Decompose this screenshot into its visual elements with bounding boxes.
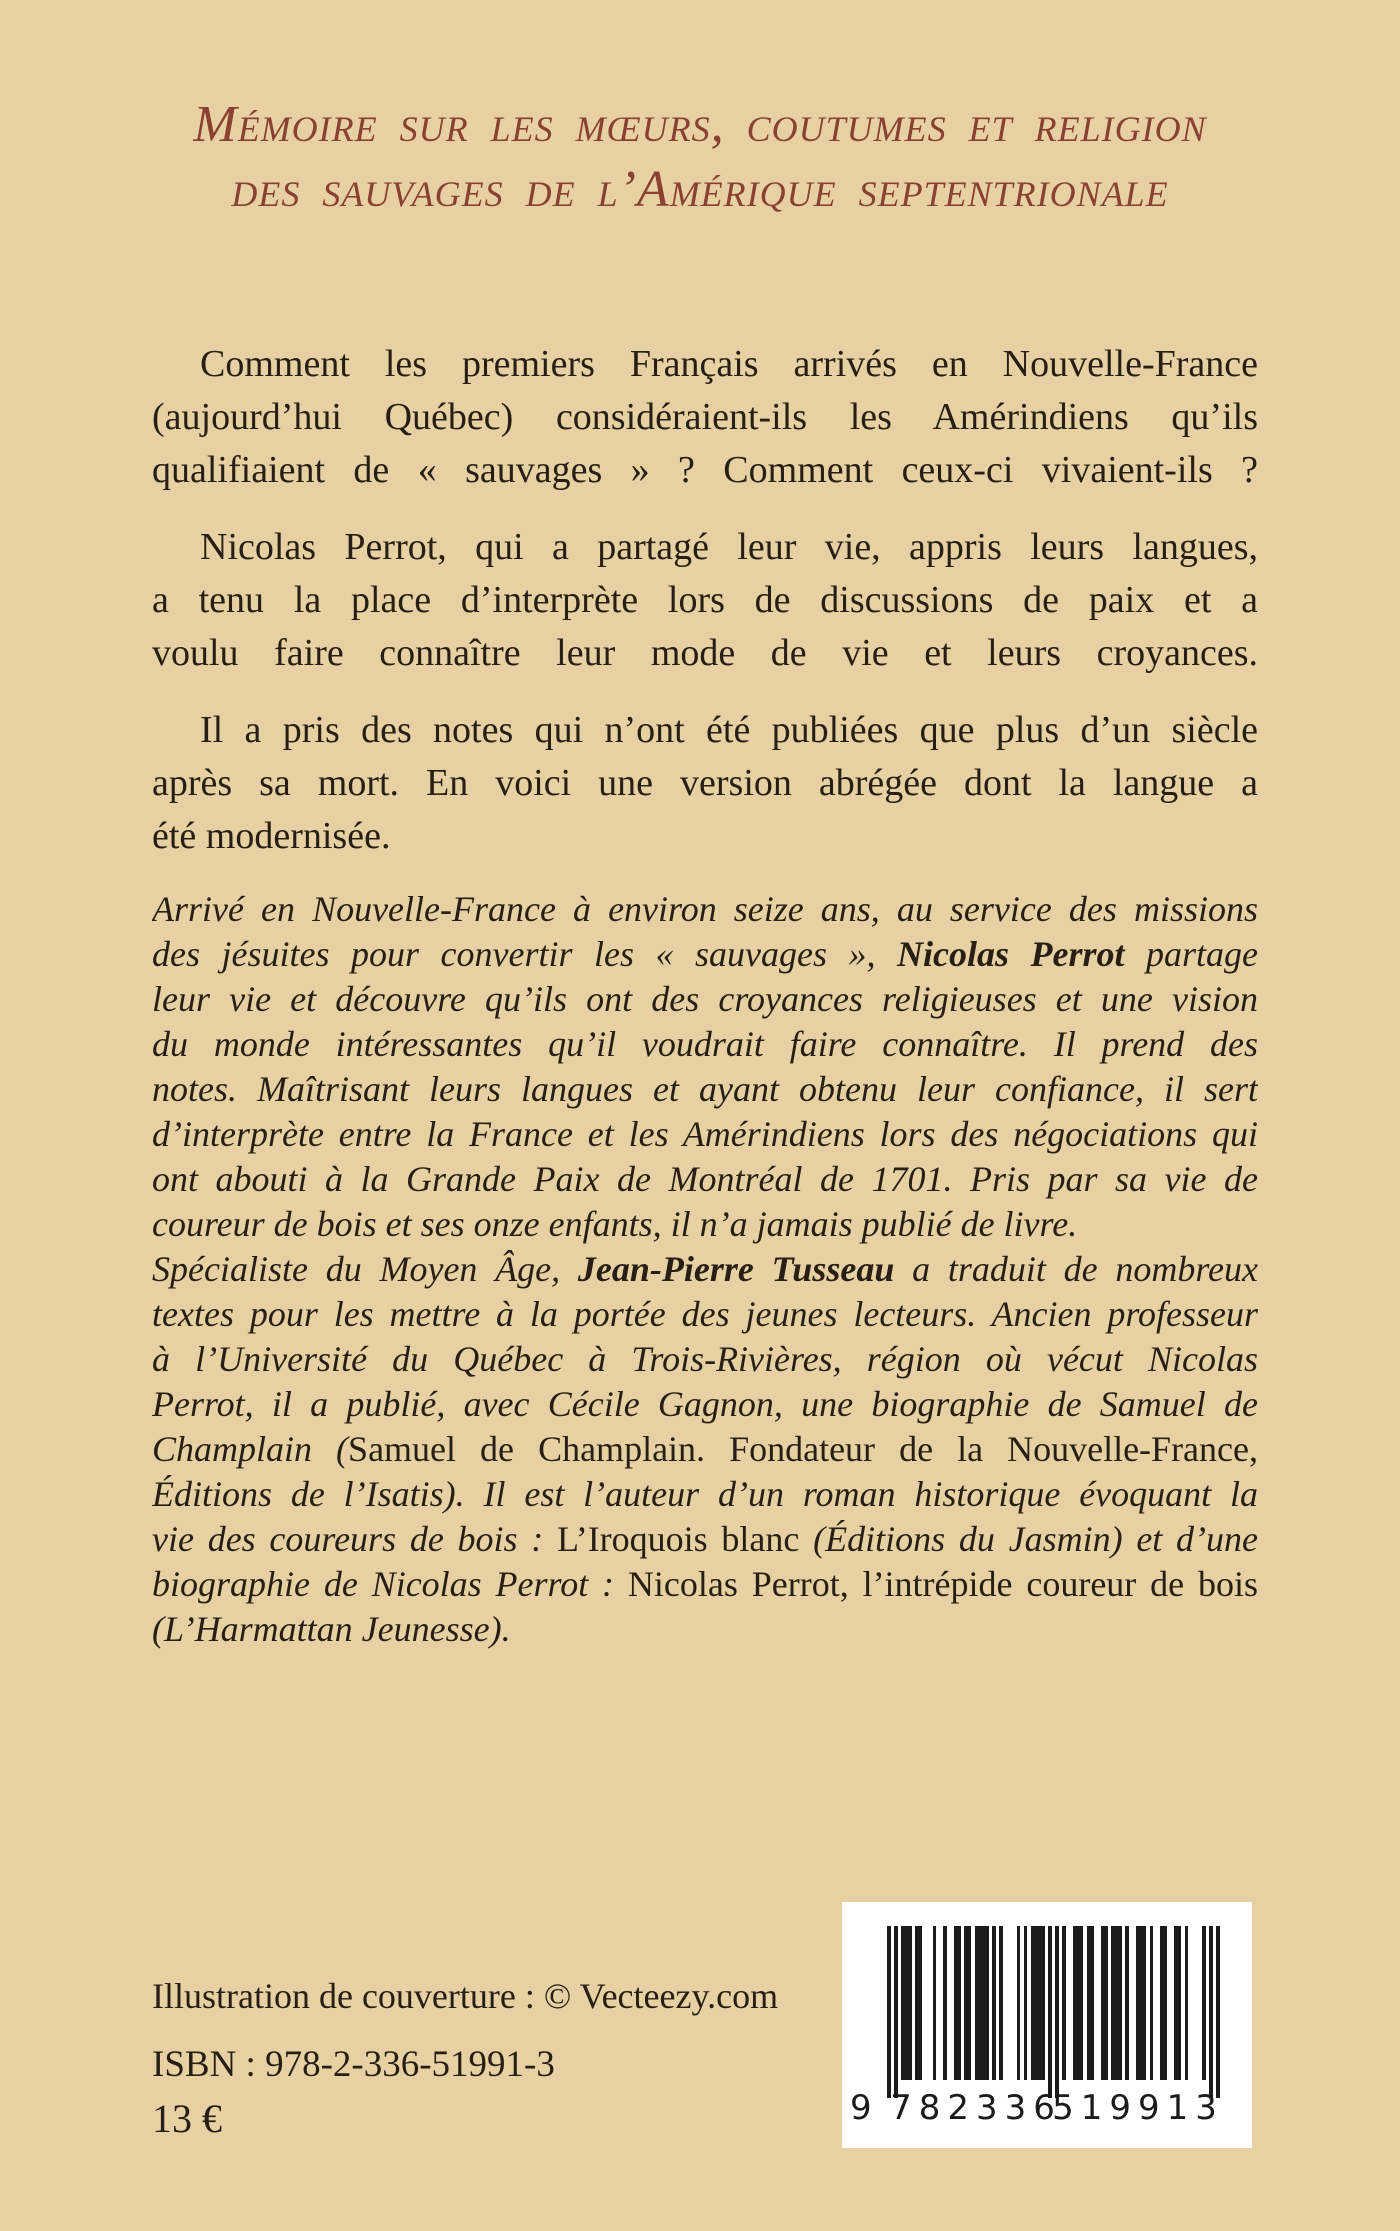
bio-section — [152, 887, 1258, 1652]
paragraph — [152, 338, 1258, 497]
text-line — [152, 704, 1258, 757]
book-title-line-2: des sauvages de l’Amérique septentrionale — [231, 161, 1169, 218]
text-line — [152, 444, 1258, 497]
text-line — [152, 932, 1258, 977]
text-segment: Il a pris des notes qui n’ont été publiées que plus d’un siècle — [200, 709, 1258, 751]
text-line — [152, 1382, 1258, 1427]
text-line — [152, 1202, 1258, 1247]
isbn-text: ISBN : 978-2-336-51991-3 — [152, 2044, 555, 2085]
text-segment: biographie de Nicolas Perrot : — [152, 1564, 628, 1604]
text-segment: Spécialiste du Moyen Âge, — [152, 1249, 578, 1289]
text-segment: du monde intéressantes qu’il voudrait faire connaître. Il prend des — [152, 1024, 1258, 1064]
text-line — [152, 1562, 1258, 1607]
text-line — [152, 757, 1258, 810]
barcode-bars — [887, 1926, 1220, 2098]
barcode — [842, 1902, 1252, 2148]
text-segment: des jésuites pour convertir les « sauvages », — [152, 934, 897, 974]
paragraph — [152, 1247, 1258, 1652]
text-line — [152, 1067, 1258, 1112]
text-segment: ont abouti à la Grande Paix de Montréal de 1701. Pris par sa vie de — [152, 1159, 1258, 1199]
text-segment: coureur de bois et ses onze enfants, il n’a jamais publié de livre. — [152, 1204, 1078, 1244]
text-line — [152, 391, 1258, 444]
text-segment: après sa mort. En voici une version abrégée dont la langue a — [152, 762, 1258, 804]
text-segment: notes. Maîtrisant leurs langues et ayant obtenu leur confiance, il sert — [152, 1069, 1258, 1109]
text-segment: Jean-Pierre Tusseau — [577, 1249, 895, 1289]
text-line — [152, 1157, 1258, 1202]
barcode-digits-right: 519913 — [1052, 2088, 1224, 2128]
intro-section — [152, 338, 1258, 863]
text-segment: vie des coureurs de bois : — [152, 1519, 558, 1559]
text-segment: Comment les premiers Français arrivés en Nouvelle-France — [200, 343, 1258, 385]
text-segment: L’Iroquois blanc — [557, 1519, 814, 1559]
text-segment: d’interprète entre la France et les Amérindiens lors des négociations qui — [152, 1114, 1258, 1154]
barcode-bar — [1216, 1926, 1220, 2098]
text-segment: a tenu la place d’interprète lors de discussions de paix et a — [152, 579, 1258, 621]
text-line — [152, 627, 1258, 680]
barcode-digits-left: 782336 — [890, 2088, 1062, 2128]
text-line — [152, 1472, 1258, 1517]
text-column — [152, 338, 1258, 1652]
text-segment: (L’Harmattan Jeunesse). — [152, 1609, 511, 1649]
text-segment: Nicolas Perrot, qui a partagé leur vie, appris leurs langues, — [200, 526, 1258, 568]
text-segment: Perrot, il a publié, avec Cécile Gagnon, une biographie de Samuel de — [152, 1384, 1258, 1424]
price-text: 13 € — [152, 2096, 222, 2141]
text-line — [152, 521, 1258, 574]
text-line — [152, 574, 1258, 627]
paragraph — [152, 704, 1258, 863]
paragraph — [152, 521, 1258, 680]
barcode-digit-first: 9 — [850, 2088, 872, 2128]
text-segment: Éditions de l’Isatis). Il est l’auteur d’un roman historique évoquant la — [152, 1474, 1258, 1514]
text-segment: qualifiaient de « sauvages » ? Comment ceux-ci vivaient-ils ? — [152, 449, 1258, 491]
text-line — [152, 1247, 1258, 1292]
text-segment: Nicolas Perrot — [897, 934, 1125, 974]
text-line — [152, 810, 1258, 863]
text-line — [152, 1112, 1258, 1157]
text-line — [152, 977, 1258, 1022]
text-segment: (aujourd’hui Québec) considéraient-ils les Amérindiens qu’ils — [152, 396, 1258, 438]
text-line — [152, 338, 1258, 391]
text-segment: partage — [1124, 934, 1258, 974]
text-segment: Champlain ( — [152, 1429, 349, 1469]
text-line — [152, 1517, 1258, 1562]
text-line — [152, 1337, 1258, 1382]
text-segment: Samuel de Champlain. Fondateur de la Nouvelle-France, — [348, 1429, 1258, 1469]
illustration-credit: Illustration de couverture : © Vecteezy.com — [152, 1976, 779, 2016]
text-segment: a traduit de nombreux — [894, 1249, 1258, 1289]
text-line — [152, 1022, 1258, 1067]
text-segment: leur vie et découvre qu’ils ont des croyances religieuses et une vision — [152, 979, 1258, 1019]
text-segment: textes pour les mettre à la portée des jeunes lecteurs. Ancien professeur — [152, 1294, 1258, 1334]
book-title — [0, 0, 1400, 222]
text-segment: été modernisée. — [152, 815, 391, 857]
text-line — [152, 1607, 1258, 1652]
paragraph — [152, 887, 1258, 1247]
text-segment: Arrivé en Nouvelle-France à environ seize ans, au service des missions — [152, 889, 1258, 929]
text-segment: à l’Université du Québec à Trois-Rivières, région où vécut Nicolas — [152, 1339, 1258, 1379]
text-line — [152, 1427, 1258, 1472]
text-segment: voulu faire connaître leur mode de vie et leurs croyances. — [152, 632, 1258, 674]
book-title-line-1: Mémoire sur les mœurs, coutumes et religion — [193, 96, 1207, 153]
text-segment: Nicolas Perrot, l’intrépide coureur de bois — [627, 1564, 1258, 1604]
text-segment: (Éditions du Jasmin) et d’une — [813, 1519, 1258, 1559]
text-line — [152, 1292, 1258, 1337]
text-line — [152, 887, 1258, 932]
